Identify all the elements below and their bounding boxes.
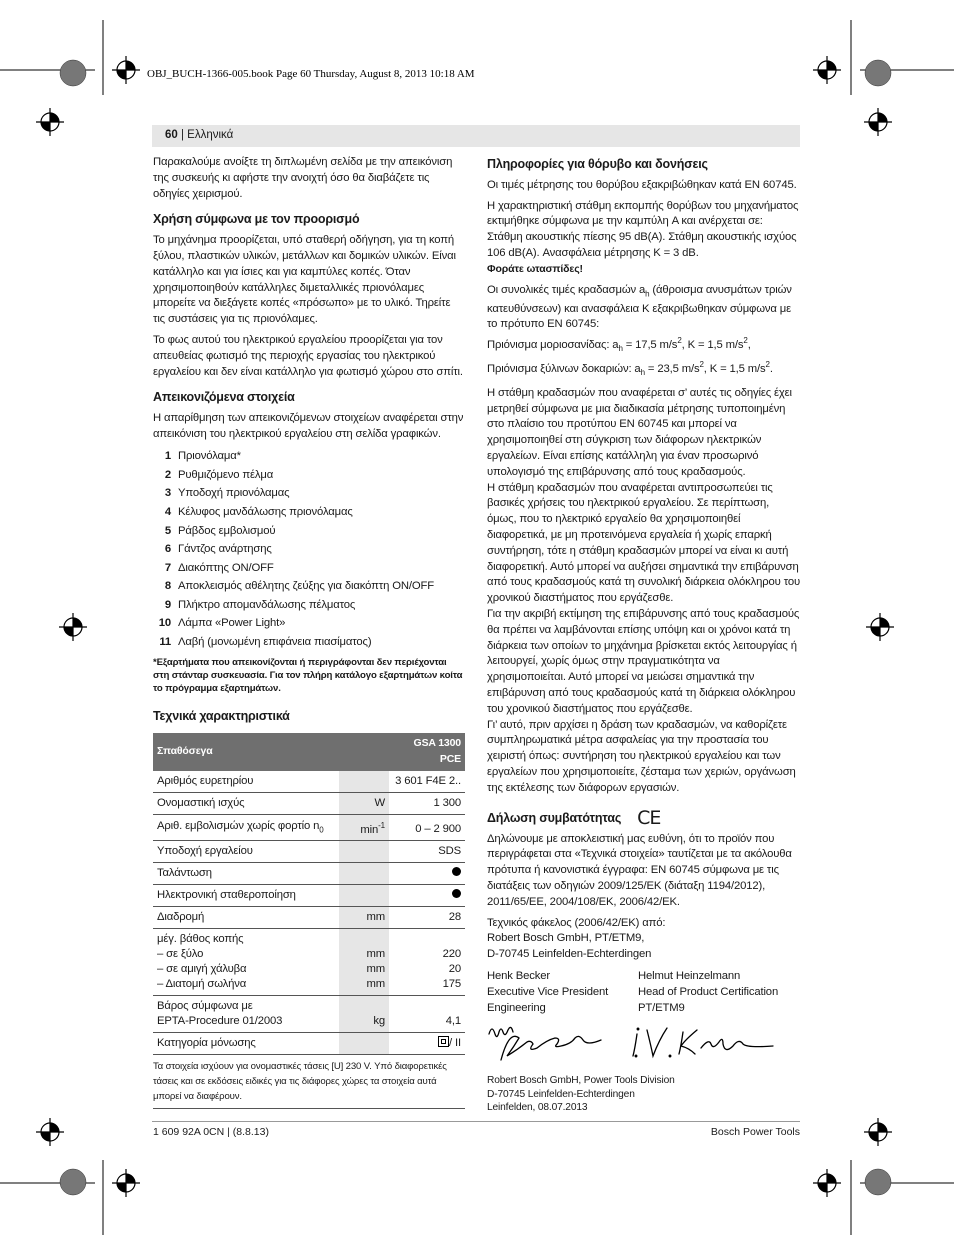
left-column	[153, 155, 465, 1109]
right-column	[487, 155, 800, 1115]
list-item: 11 Λαβή (μονωμένη επιφάνεια πιασίματος)	[159, 636, 372, 649]
section-title-tech-data: Τεχνικά χαρακτηριστικά	[153, 709, 290, 724]
list-item: 8 Αποκλεισμός αθέλητης ζεύξης για διακόπτη ON/OFF	[164, 580, 434, 593]
page-header	[152, 125, 800, 147]
list-item: 1 Πριονόλαμα*	[164, 450, 241, 463]
list-item: 5 Ράβδος εμβολισμού	[164, 524, 276, 537]
table-header-row: Σπαθόσεγα GSA 1300 PCE	[153, 733, 465, 771]
print-slug: OBJ_BUCH-1366-005.book Page 60 Thursday, August 8, 2013 10:18 AM	[147, 68, 475, 80]
bullet-icon	[452, 867, 461, 876]
vibration-paragraph-3: Η στάθμη κραδασμών που αναφέρεται αντιπροσωπεύει τις βασικές χρήσεις του ηλεκτρικού εργαλείου. Σε περίπτωση, όμως, που το ηλεκτρικό εργαλείο θα χρησιμοποιηθεί διαφορετικά, με μη προτεινόμενα εργαλεία ή χωρίς επαρκή συντήρηση, τότε η στάθμη κραδασμών μπορεί να είναι κι αυτή διαφορετική. Αυτό μπορεί να αυξήσει σημαντικά την επιβάρυνση από τους κραδασμούς κατά τη συνολική διάρκεια ολόκληρου του χρονικού διαστήματος που εργάζεσθε.	[487, 481, 801, 605]
bullet-icon	[452, 889, 461, 898]
list-item: 9 Πλήκτρο απομανδάλωσης πέλματος	[164, 598, 356, 611]
footer-doc-number: 1 609 92A 0CN | (8.8.13)	[153, 1126, 269, 1138]
tech-data-table	[153, 733, 465, 1055]
list-item: 10 Λάμπα «Power Light»	[158, 617, 286, 630]
section-title-conformity: Δήλωση συμβατότητας CE	[487, 806, 661, 829]
ce-mark-icon: CE	[637, 806, 661, 829]
signatures-image	[487, 1020, 787, 1072]
noise-paragraph-1: Οι τιμές μέτρησης του θορύβου εξακριβώθηκαν κατά EN 60745.	[487, 178, 797, 191]
list-item: 3 Υποδοχή πριονόλαμας	[164, 487, 290, 500]
table-row: Ταλάντωση	[153, 863, 465, 885]
table-row: Ηλεκτρονική σταθεροποίηση	[153, 885, 465, 907]
footer-brand: Bosch Power Tools	[710, 1126, 800, 1138]
list-item: 6 Γάντζος ανάρτησης	[164, 543, 272, 556]
section-title-components: Απεικονιζόμενα στοιχεία	[153, 390, 295, 405]
table-row: Κατηγορία μόνωσης / II	[153, 1033, 465, 1055]
vibration-paragraph-5: Γι’ αυτό, πριν αρχίσει η δράση των κραδασμών, να καθορίζετε συμπληρωματικά μέτρα ασφαλείας για την προστασία του χειριστή όπως: συντήρηση του ηλεκτρικού εργαλείου και των εργαλείων που χρησιμοποιείτε, ζέσταμα των χεριών, οργάνωση της εκτέλεσης των διάφορων εργασιών.	[487, 718, 796, 794]
conformity-paragraph: Δηλώνουμε με αποκλειστική μας ευθύνη, ότι το προϊόν που περιγράφεται στα «Τεχνικά στοιχεία» ταυτίζεται με τα ακόλουθα πρότυπα ή κανονιστικά έγγραφα: EN 60745 σύμφωνα με τις διατάξεις των οδηγιών 2009/125/ΕΚ (διάταξη 1194/2012), 2011/65/ΕΕ, 2004/108/ΕΚ, 2006/42/ΕΚ.	[487, 832, 792, 908]
ear-protection-warning: Φοράτε ωτασπίδες!	[487, 262, 583, 275]
table-row: Αριθ. εμβολισμών χωρίς φορτίο $n_0$ $\min^{-1}$ 0 – 2 900	[153, 814, 465, 841]
table-row: Αριθμός ευρετηρίου 3 601 F4E 2..	[153, 771, 465, 793]
list-item: 4 Κέλυφος μανδάλωσης πριονόλαμας	[164, 505, 353, 518]
table-row: μέγ. βάθος κοπής – σε ξύλο – σε αμιγή χάλυβα – Διατομή σωλήνα mm mm mm 220 20 175	[153, 929, 465, 996]
list-item: 2 Ρυθμιζόμενο πέλμα	[164, 468, 274, 481]
intended-use-paragraph-2: Το φως αυτού του ηλεκτρικού εργαλείου προορίζεται για τον απευθείας φωτισμό της περιοχής εργασίας του ηλεκτρικού εργαλείου και δεν είναι κατάλληλο για φωτισμό χώρου στο σπίτι.	[153, 333, 463, 378]
signatories: Henk Becker Executive Vice President Engineering Helmut Heinzelmann Head of Product Certification PT/ETM9	[487, 969, 779, 1014]
section-title-intended-use: Χρήση σύμφωνα με τον προορισμό	[153, 212, 360, 227]
list-item: 7 Διακόπτης ON/OFF	[164, 561, 274, 574]
vibration-paragraph-4: Για την ακριβή εκτίμηση της επιβάρυνσης από τους κραδασμούς θα πρέπει να λαμβάνονται επίσης υπόψη και οι χρόνοι κατά τη διάρκεια των οποίων το μηχάνημα βρίσκεται εκτός λειτουργίας ή λειτουργεί, χωρίς όμως στην πραγματικότητα να χρησιμοποιείται. Αυτό μπορεί να μειώσει σημαντικά την επιβάρυνση από τους κραδασμούς κατά τη διάρκεια ολόκληρου του χρονικού διαστήματος που εργάζεσθε.	[487, 608, 800, 715]
vibration-paragraph-2: Η στάθμη κραδασμών που αναφέρεται σ’ αυτές τις οδηγίες έχει μετρηθεί σύμφωνα με μια διαδικασία μέτρησης τυποποιημένη στο πλαίσιο του προτύπου EN 60745 και μπορεί να χρησιμοποιηθεί στη σύγκριση των διάφορων ηλεκτρικών εργαλείων. Είναι επίσης κατάλληλη για έναν προσωρινό υπολογισμό της επιβάρυνσης από τους κραδασμούς.	[487, 386, 792, 478]
components-intro: Η απαρίθμηση των απεικονιζόμενων στοιχείων αναφέρεται στην απεικόνιση του ηλεκτρικού εργαλείου στη σελίδα γραφικών.	[153, 412, 464, 440]
signature-prefix-iv: i.V.	[637, 1050, 638, 1052]
section-title-noise: Πληροφορίες για θόρυβο και δονήσεις	[487, 157, 708, 171]
double-insulation-icon	[438, 1036, 449, 1047]
table-note: Τα στοιχεία ισχύουν για ονομαστικές τάσεις [U] 230 V. Υπό διαφορετικές τάσεις και σε εκδόσεις ειδικές για τις διάφορες χώρες τα στοιχεία αυτά μπορεί να διαφέρουν.	[153, 1061, 447, 1103]
signature-address: Robert Bosch GmbH, Power Tools Division D-70745 Leinfelden-Echterdingen Leinfelden, 08.07.2013	[487, 1075, 675, 1114]
footer-divider	[152, 1121, 800, 1122]
vibration-paragraph-1: Οι συνολικές τιμές κραδασμών $a_h$ (άθροισμα ανυσμάτων τριών κατευθύνσεων) και ανασφάλεια K εξακριβωθηκαν σύμφωνα με το πρότυπο EN 60745: Πριόνισμα μοριοσανίδας: $a_h = 17,5$ $m/s^2$, K = 1,5 $m/s^2$, Πριόνισμα ξύλινων δοκαριών: $a_h = 23,5$ $m/s^2$, K = 1,5 $m/s^2$.	[487, 283, 792, 378]
intro-text: Παρακαλούμε ανοίξτε τη διπλωμένη σελίδα με την απεικόνιση της συσκευής κι αφήστε την ανοιχτή όσο θα διαβάζετε τις οδηγίες χειρισμού.	[153, 156, 453, 200]
table-row: Βάρος σύμφωνα με EPTA-Procedure 01/2003 kg 4,1	[153, 996, 465, 1033]
page-number: 60	[165, 129, 178, 141]
accessory-note: *Εξαρτήματα που απεικονίζονται ή περιγράφονται δεν περιέχονται στη στάνταρ συσκευασία. Για τον πλήρη κατάλογο εξαρτημάτων κοίτα το πρόγραμμα εξαρτημάτων.	[153, 657, 463, 695]
intended-use-paragraph-1: Το μηχάνημα προορίζεται, υπό σταθερή οδήγηση, για τη κοπή ξύλου, πλαστικών υλικών, μετάλλων και δομικών υλικών. Είναι κατάλληλο και για ίσιες και για καμπύλες κοπές. Όταν χρησιμοποιηθούν κατάλληλες διμεταλλικές πριονόλαμες μπορείτε να διεξάγετε κοπές «πρόσωπο» με το υλικό. Τηρείτε τις συστάσεις για τις πριονόλαμες.	[153, 234, 456, 326]
noise-paragraph-2: Η χαρακτηριστική στάθμη εκπομπής θορύβων του μηχανήματος εκτιμήθηκε σύμφωνα με την καμπύλη A και ανέρχεται σε: Στάθμη ακουστικής πίεσης 95 dB(A). Στάθμη ακουστικής ισχύος 106 dB(A). Ανασφάλεια μέτρησης K = 3 dB.	[487, 199, 799, 259]
table-row: Διαδρομή mm 28	[153, 907, 465, 929]
header-language: | Ελληνικά	[181, 129, 234, 141]
table-row: Ονομαστική ισχύς W 1 300	[153, 792, 465, 814]
technical-file: Τεχνικός φάκελος (2006/42/ΕΚ) από: Robert Bosch GmbH, PT/ETM9, D-70745 Leinfelden-Echterdingen	[487, 916, 666, 961]
table-row: Υποδοχή εργαλείου SDS	[153, 841, 465, 863]
signature-prefix-ppa: ppa.	[489, 1032, 491, 1034]
components-list	[153, 448, 465, 653]
